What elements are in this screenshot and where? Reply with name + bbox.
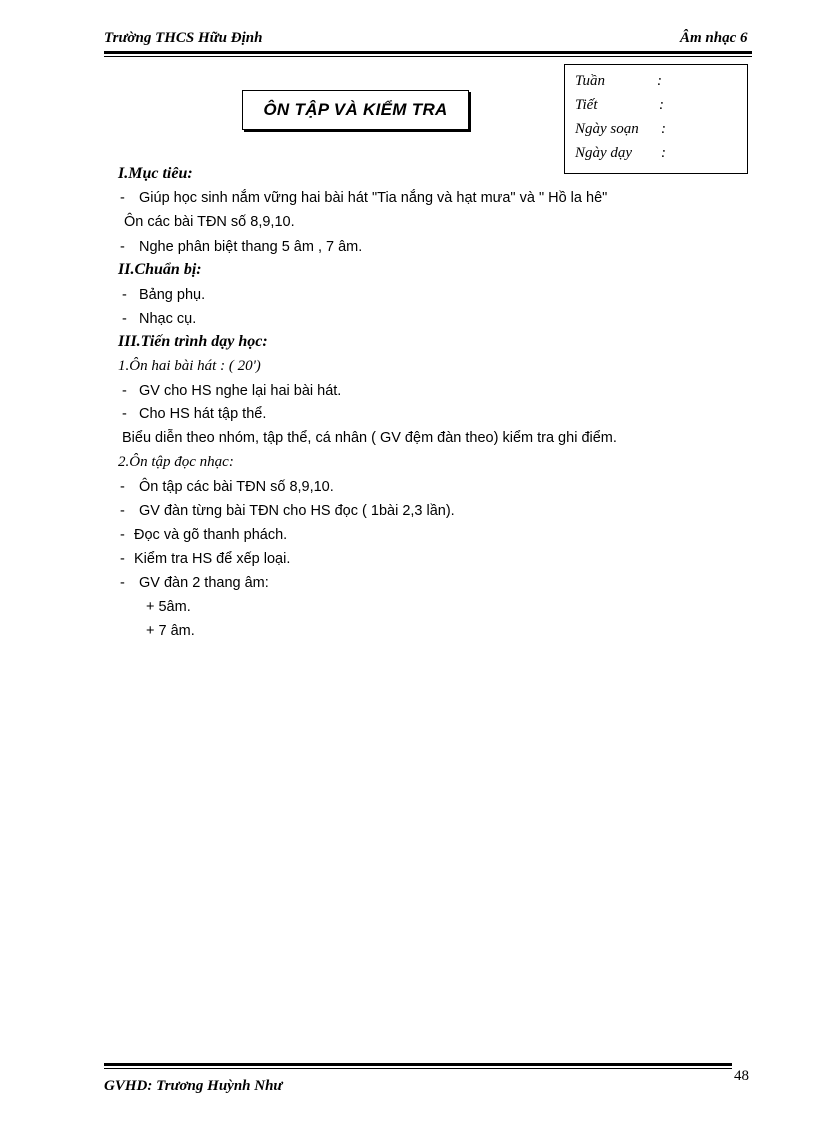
bullet-dash: - [120, 479, 125, 495]
info-colon: : [661, 121, 666, 137]
list-item: GV cho HS nghe lại hai bài hát. [139, 383, 342, 399]
footer-rule-thin [104, 1068, 732, 1069]
info-colon: : [657, 73, 662, 89]
info-colon: : [659, 97, 664, 113]
list-item: GV đàn 2 thang âm: [139, 575, 269, 591]
section-title-objectives: I.Mục tiêu: [118, 165, 193, 182]
header-rule-thick [104, 51, 752, 54]
bullet-dash: - [122, 287, 127, 303]
info-label-week: Tuần [575, 73, 606, 89]
list-item: Kiểm tra HS để xếp loại. [134, 551, 291, 567]
bullet-dash: - [122, 311, 127, 327]
list-item: GV đàn từng bài TĐN cho HS đọc ( 1bài 2,3 lần). [139, 503, 455, 519]
list-item: Ôn tập các bài TĐN số 8,9,10. [139, 479, 334, 495]
header-rule-thin [104, 56, 752, 57]
info-box [564, 64, 748, 174]
header-subject: Âm nhạc 6 [680, 30, 748, 46]
subsection-title-songs: 1.Ôn hai bài hát : ( 20') [118, 358, 261, 374]
list-item: Giúp học sinh nắm vững hai bài hát "Tia nắng và hạt mưa" và " Hồ la hê" [139, 190, 608, 206]
bullet-dash: - [122, 406, 127, 422]
bullet-dash: - [120, 551, 125, 567]
page-title: ÔN TẬP VÀ KIỂM TRA [263, 100, 448, 119]
info-label-teaching-date: Ngày dạy [575, 145, 633, 161]
list-item: Ôn các bài TĐN số 8,9,10. [124, 214, 295, 230]
bullet-dash: - [120, 503, 125, 519]
footer-teacher: GVHD: Trương Huỳnh Như [104, 1078, 283, 1094]
bullet-dash: - [120, 190, 125, 206]
section-title-preparation: II.Chuẩn bị: [118, 261, 202, 278]
page-number: 48 [734, 1068, 749, 1084]
section-title-procedure: III.Tiến trình dạy học: [118, 333, 268, 350]
bullet-dash: - [120, 239, 125, 255]
header-school: Trường THCS Hữu Định [104, 30, 263, 46]
list-item: + 5âm. [146, 599, 191, 615]
list-item: Nghe phân biệt thang 5 âm , 7 âm. [139, 239, 363, 255]
footer-rule-thick [104, 1063, 732, 1066]
list-item: Biểu diễn theo nhóm, tập thể, cá nhân ( GV đệm đàn theo) kiểm tra ghi điểm. [122, 430, 617, 446]
info-label-period: Tiết [575, 97, 598, 113]
bullet-dash: - [122, 383, 127, 399]
list-item: Cho HS hát tập thể. [139, 406, 267, 422]
list-item: Nhạc cụ. [139, 311, 197, 327]
title-box [242, 90, 469, 130]
bullet-dash: - [120, 575, 125, 591]
list-item: + 7 âm. [146, 623, 195, 639]
subsection-title-reading: 2.Ôn tập đọc nhạc: [118, 454, 234, 470]
info-label-prepared-date: Ngày soạn [575, 121, 639, 137]
list-item: Bảng phụ. [139, 287, 206, 303]
info-colon: : [661, 145, 666, 161]
bullet-dash: - [120, 527, 125, 543]
list-item: Đọc và gõ thanh phách. [134, 527, 288, 543]
